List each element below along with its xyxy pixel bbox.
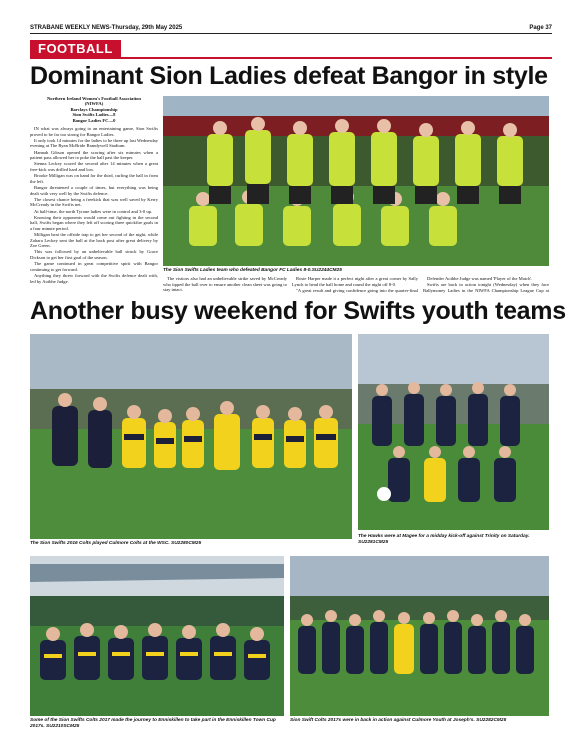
ladies-team-photo [163,96,549,266]
page-number: Page 37 [529,24,552,31]
match-result: Northern Ireland Women's Football Association (NIWFA) Barclays Championship Sion Swifts Ladies....8 Bangor Ladies FC....0 [46,96,141,123]
section-rule [30,57,552,59]
hawks-photo [358,334,549,530]
headline-ladies: Dominant Sion Ladies defeat Bangor in style [30,62,548,90]
article-column-1: Northern Ireland Women's Football Association (NIWFA) Barclays Championship Sion Swifts Ladies....8 Bangor Ladies FC....0 IN what was always going to an entertaining game, Sion Swifts proved to be far too strong for Bangor Ladies. It only took 14 minutes for the ladies to be three up last Wednesday evening at The Ryan McBride Brandywell Stadium. Hannah Gibson opened the scoring after six minutes when a patient pass allowed her to poke the ball past the keeper. Sienna Leckey scored the second after 14 minutes when a great free-kick was drilled hard and low. Brooke Milligan was on hand for the third, curling the ball in from the left. Bangor threatened a couple of times, but everything was being dealt with very well by the Swifts defence. The closest chance being a freekick that was well saved by Kerry McCready in the Swifts net. At half-time, the north Tyrone ladies were in control and 3-0 up. Knowing their opponents would come out fighting in the second half, Swifts began where they left off scoring three quickfire goals in a four minute period. Milligan beat the offside trap to get her second of the night, while Zahara Leckey sent the ball at the back post after great delivery by Zoe Green. This was followed by an unbelievable ball struck by Grace Dickson to get her first goal of the season. The game continued in great competitive spirit with Bangor continuing to get forward. Anything they threw forward with the Swifts defence dealt with, led by Aoibhe Judge. [30,96,158,284]
colts-2017-enniskillen-caption: Some of the Sion Swifts Colts 2017 made the journey to Enniskillen to take part in the Enniskillen Town Cup 2017s. SU2210SCM25 [30,718,276,729]
article-column-2: The visitors also had an unbelievable strike saved by McCready who tipped the ball over to ensure another clean sheet was going to stay intact. [163,276,287,293]
colts-2016-caption: The Sion Swifts 2016 Colts played Culmore Colts at the WSC. SU2280CM25 [30,541,202,546]
colts-2017-enniskillen-photo [30,556,284,716]
article-column-4: Defender Aoibhe Judge was named 'Player of the Match'. Swifts are back in action tonight (Wednesday) when they face Ballymoney Ladies in the NIWFA Championship League Cup at [423,276,549,293]
article-column-3: Rosie Harper made it a perfect night after a great corner by Sally Lynch to head the ball home and round the night off 8-0. "A great result and giving confidence going into the quarter-final [292,276,418,293]
masthead [30,24,552,34]
colts-2016-photo [30,334,352,539]
headline-youth: Another busy weekend for Swifts youth teams [30,297,566,325]
colts-2017-culmore-caption: Sion Swift Colts 2017s were in back in action against Culmore Youth at Joseph's. SU2282CM25 [290,718,507,723]
masthead-date: STRABANE WEEKLY NEWS-Thursday, 29th May 2025 [30,24,183,31]
ladies-photo-caption: The Sion Swifts Ladies team who defeated Bangor FC Ladies 8-0.SU2244CM25 [163,268,342,273]
colts-2017-culmore-photo [290,556,549,716]
hawks-caption: The Hawks were at Magee for a midday kick-off against Trinity on Saturday. SU2281CM25 [358,534,530,545]
section-label: FOOTBALL [30,40,121,58]
